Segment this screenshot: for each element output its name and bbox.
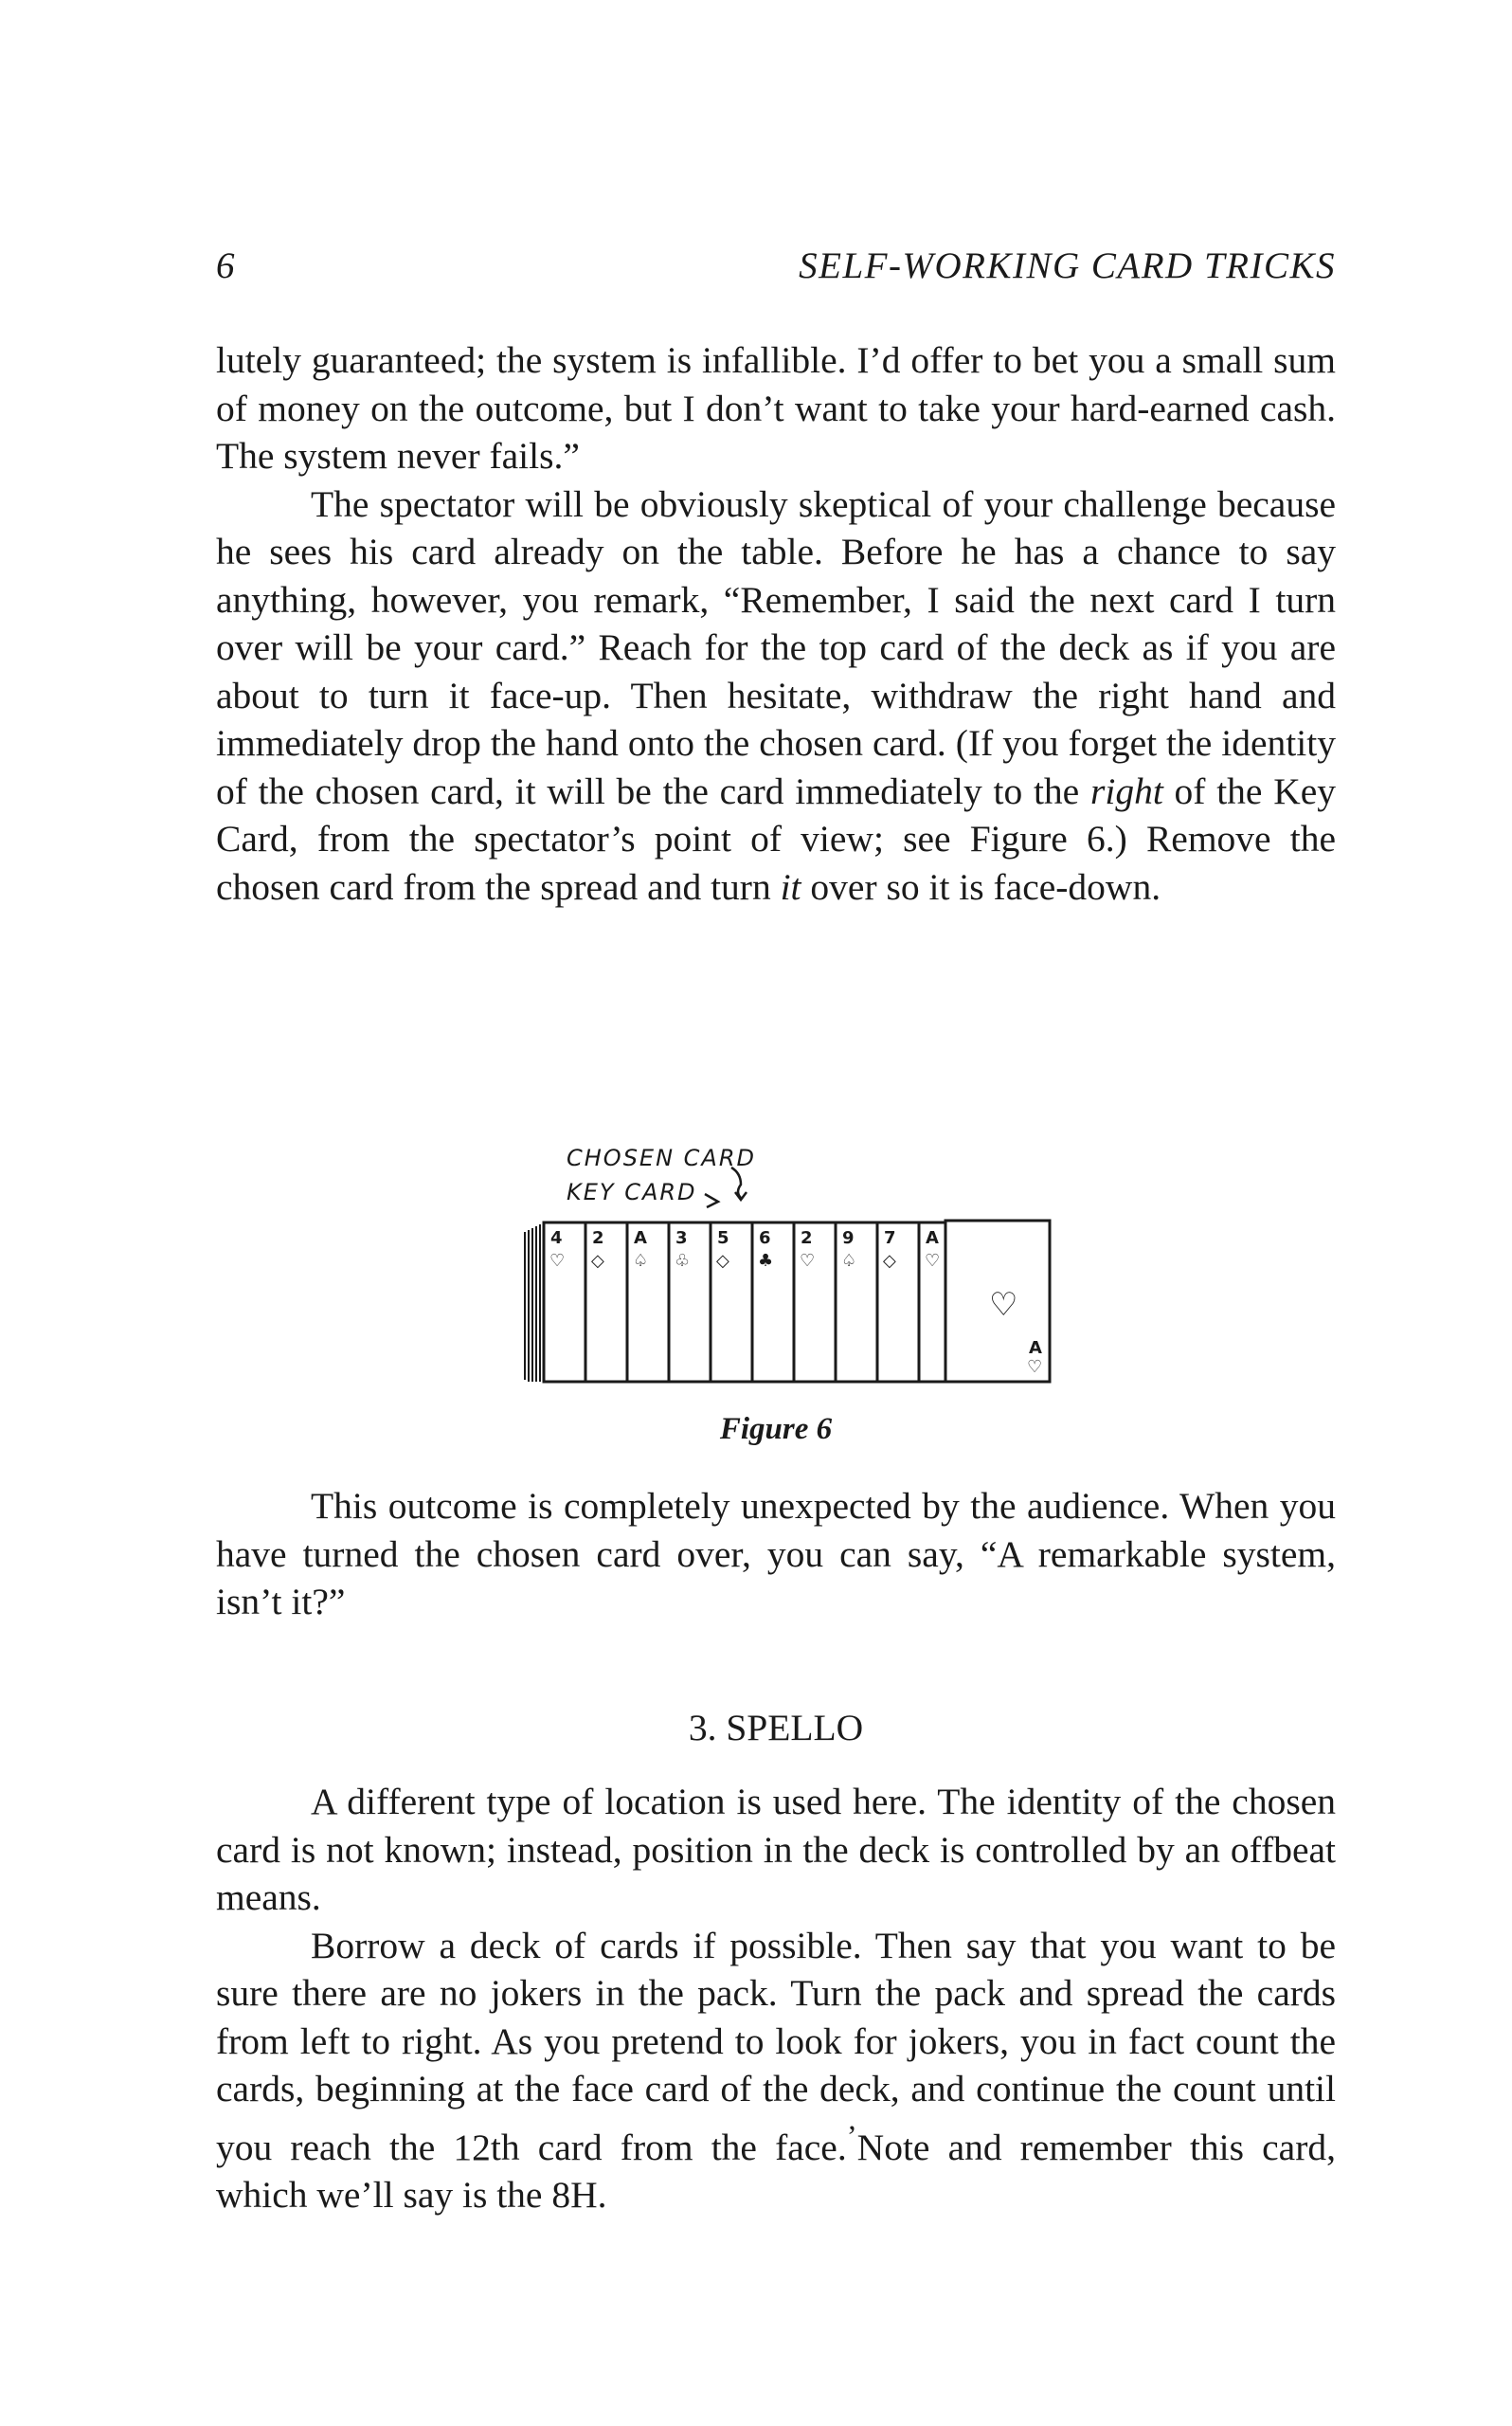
spread-card-rank: A [926, 1228, 939, 1248]
key-card-label: KEY CARD [567, 1179, 697, 1205]
spread-card-rank: 2 [592, 1228, 604, 1248]
spread-card-suit: ♤ [633, 1251, 649, 1271]
spread-card-suit: ♡ [549, 1251, 566, 1271]
face-card-corner-suit: ♡ [1027, 1357, 1043, 1377]
p5-text-a: Borrow a deck of cards if possible. Then say that you want to be sure there are no jokers in the pack. Turn the pack and spread the cards from left to right. As you pretend to look for jokers, you in fact count the cards, beginning at the face card of the deck, and continue the count until you reach the 12th card from the face. [216, 1924, 1336, 2168]
spread-card-rank: 7 [884, 1228, 896, 1248]
body-text-top [216, 336, 1336, 911]
running-title: SELF-WORKING CARD TRICKS [799, 245, 1336, 286]
chosen-card-arrowhead [735, 1192, 747, 1200]
spread-card-suit: ◇ [716, 1251, 729, 1271]
p2-text-a: The spectator will be obviously skeptical of your challenge because he sees his card already on the table. Before he has a chance to say anything, however, you remark, “Remember, I said the next card I turn over will be your card.” Reach for the top card of the deck as if you are about to turn it face-up. Then hesitate, withdraw the right hand and immediately drop the hand onto the chosen card. (If you forget the identity of the chosen card, it will be the card immediately to the [216, 482, 1336, 812]
spread-card-suit: ◇ [591, 1251, 604, 1271]
spread-card-suit: ◇ [883, 1251, 896, 1271]
p2-italic-right: right [1089, 769, 1163, 812]
spread-card-rank: 4 [550, 1228, 563, 1248]
paragraph-location: A different type of location is used here. The identity of the chosen card is not known; instead, position in the deck is controlled by an offbeat means. [216, 1781, 1336, 1918]
paragraph-borrow-deck [216, 1922, 1336, 2219]
section-heading-spello: 3. SPELLO [688, 1707, 864, 1748]
p5-text-b: Note and remember this card, which we’ll say is the 8H. [216, 2126, 1336, 2217]
body-text-bottom [216, 1778, 1336, 2219]
figure-6-illustration [521, 1137, 1043, 1393]
figure-caption: Figure 6 [719, 1412, 833, 1446]
paragraph-outcome: This outcome is completely unexpected by the audience. When you have turned the chosen card over, you can say, “A remarkable system, isn’t it?” [216, 1485, 1336, 1622]
spread-card-rank: A [634, 1228, 647, 1248]
body-text-mid [216, 1482, 1336, 1626]
deck-stack-edges [525, 1224, 540, 1382]
p2-text-b: of the Key Card, from the spectator’s point of view; see Figure 6.) Remove the chosen card from the spread and turn [216, 769, 1337, 908]
chosen-card-label: CHOSEN CARD [567, 1145, 757, 1171]
page-number: 6 [216, 245, 235, 286]
spread-card-rank: 5 [717, 1228, 729, 1248]
face-card-corner-rank: A [1029, 1338, 1042, 1358]
spread-card-rank: 3 [675, 1228, 688, 1248]
card-spread-drawing [521, 1137, 1043, 1393]
spread-card-rank: 9 [842, 1228, 855, 1248]
spread-card-suit: ♡ [800, 1251, 816, 1271]
p5-footnote-mark: ’ [846, 2119, 857, 2154]
spread-card-suit: ♡ [925, 1251, 941, 1271]
p2-italic-it: it [780, 865, 801, 908]
spread-card-rank: 2 [801, 1228, 813, 1248]
spread-card-suit: ♣ [758, 1251, 774, 1271]
spread-card-suit: ♧ [675, 1251, 691, 1271]
p2-text-c: over so it is face-down. [801, 865, 1161, 908]
paragraph-continuation: lutely guaranteed; the system is infallible. I’d offer to bet you a small sum of money on the outcome, but I don’t want to take your hard-earned cash. The system never fails.” [216, 339, 1336, 477]
key-card-arrow [705, 1194, 718, 1207]
spread-card-rank: 6 [759, 1228, 771, 1248]
running-header [216, 244, 1336, 298]
paragraph-skeptical [216, 480, 1336, 912]
face-card-heart-pip: ♡ [989, 1286, 1018, 1324]
spread-card-suit: ♤ [841, 1251, 857, 1271]
